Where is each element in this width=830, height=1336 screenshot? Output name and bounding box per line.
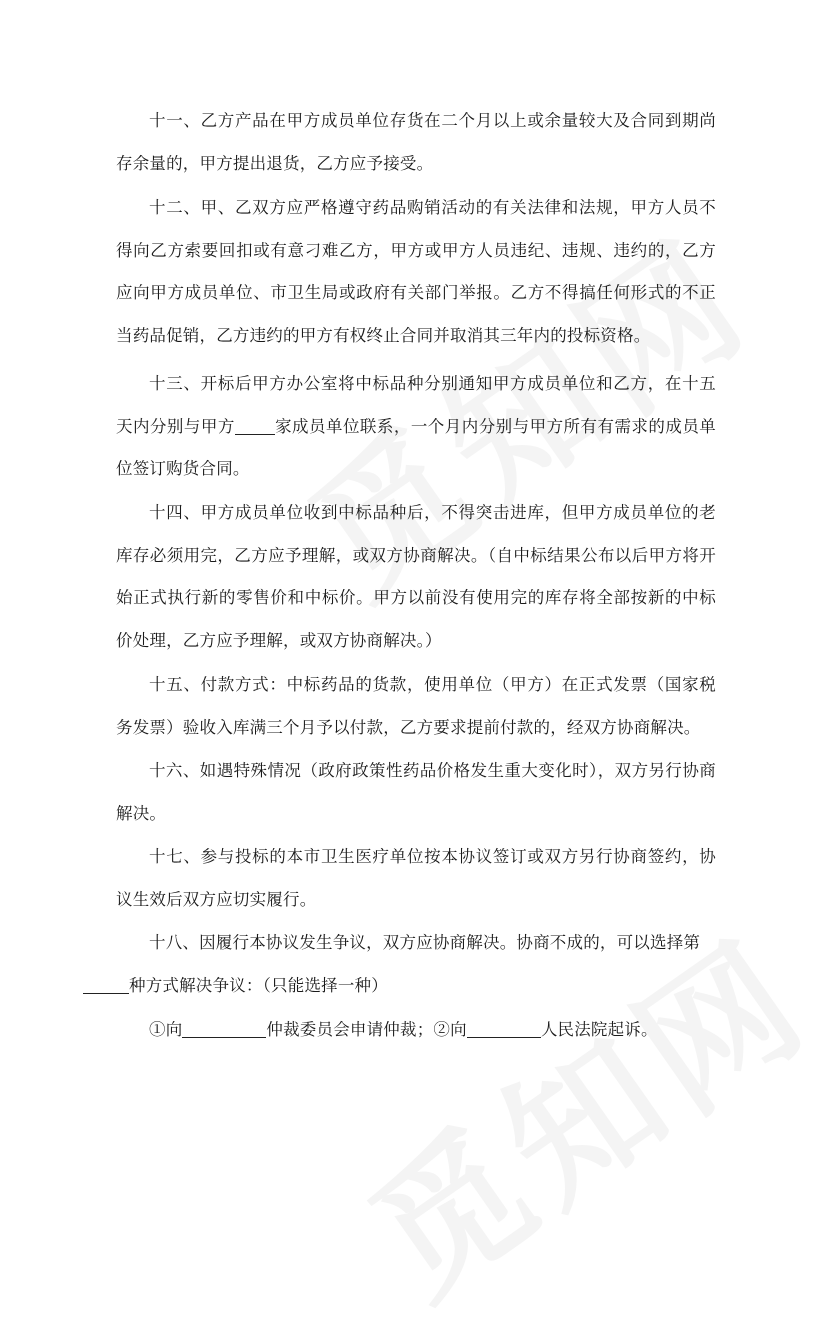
clause-14 [116,492,716,662]
fill-blank[interactable] [467,1021,541,1039]
clause-13 [116,363,716,491]
clause-text: 十六、如遇特殊情况（政府政策性药品价格发生重大变化时），双方另行协商解决。 [116,761,716,823]
clause-text: 仲裁委员会申请仲裁；②向 [266,1020,467,1039]
clause-text: 十四、甲方成员单位收到中标品种后，不得突击进库，但甲方成员单位的老库存必须用完，乙方应予理解，或双方协商解决。（自中标结果公布以后甲方将开始正式执行新的零售价和中标价。甲方以前没有使用完的库存将全部按新的中标价处理，乙方应予理解，或双方协商解决。） [116,503,716,650]
clause-text: ①向 [149,1020,183,1039]
clause-17 [116,836,716,921]
clause-text: 十二、甲、乙双方应严格遵守药品购销活动的有关法律和法规，甲方人员不得向乙方索要回扣或有意刁难乙方，甲方或甲方人员违纪、违规、违约的，乙方应向甲方成员单位、市卫生局或政府有关部门举报。乙方不得搞任何形式的不正当药品促销，乙方违约的甲方有权终止合同并取消其三年内的投标资格。 [116,198,716,345]
clause-18-options [116,1009,716,1052]
clause-12 [116,187,716,357]
clause-15 [116,664,716,749]
clause-text: 种方式解决争议：（只能选择一种） [129,975,388,995]
fill-blank[interactable] [235,417,275,435]
clause-text: 十五、付款方式：中标药品的货款，使用单位（甲方）在正式发票（国家税务发票）验收入库满三个月予以付款，乙方要求提前付款的，经双方协商解决。 [116,675,716,737]
clause-11 [116,100,716,185]
clause-text: 十七、参与投标的本市卫生医疗单位按本协议签订或双方另行协商签约，协议生效后双方应切实履行。 [116,847,716,909]
clause-text: 人民法院起诉。 [540,1020,658,1039]
clause-text: 十八、因履行本协议发生争议，双方应协商解决。协商不成的，可以选择第 [149,933,701,952]
clause-text: 十三、开标后甲方办公室将中标品种分别通知甲方成员单位和乙方，在十五天内分别与甲方 [116,374,716,436]
clause-16 [116,750,716,835]
fill-blank[interactable] [83,976,129,994]
fill-blank[interactable] [182,1021,266,1039]
clause-18 [116,922,716,1007]
clause-text: 十一、乙方产品在甲方成员单位存货在二个月以上或余量较大及合同到期尚存余量的，甲方提出退货，乙方应予接受。 [116,111,716,173]
clause-text: 家成员单位联系，一个月内分别与甲方所有有需求的成员单位签订购货合同。 [116,416,717,478]
